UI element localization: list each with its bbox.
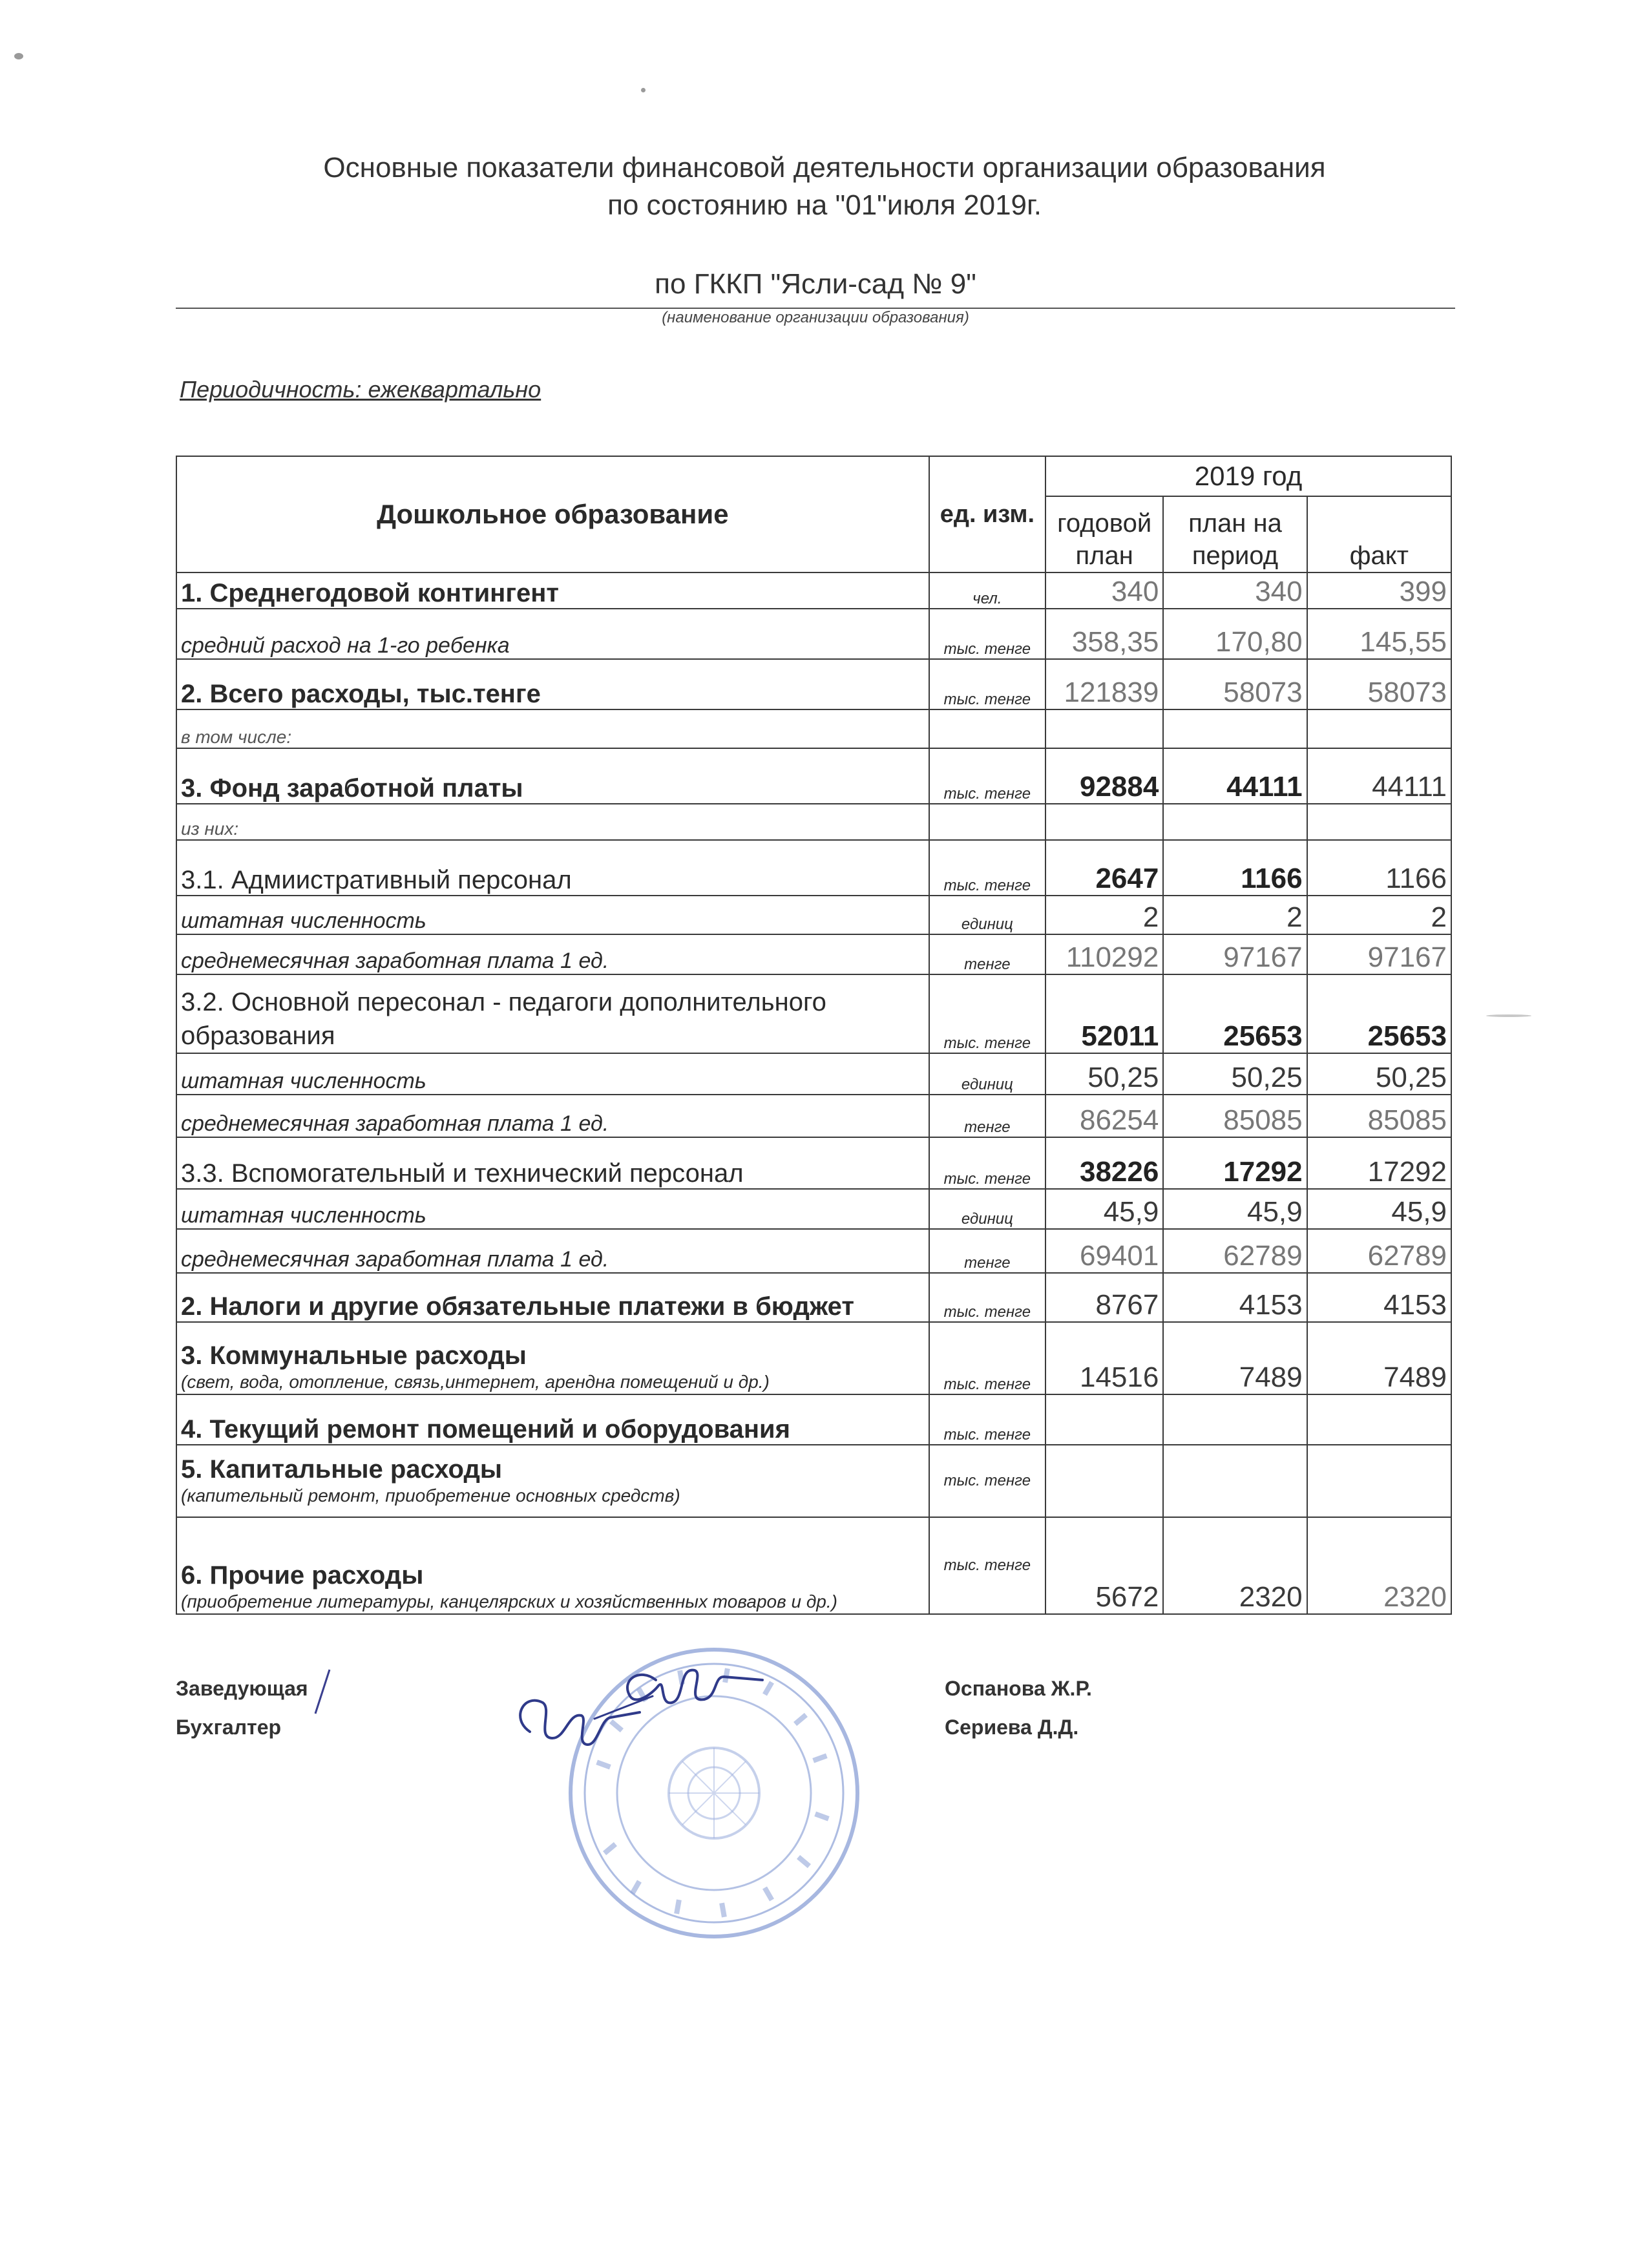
table-row [176,1517,1451,1614]
header-name: Дошкольное образование [176,456,929,572]
row-fact: 145,55 [1307,609,1451,659]
row-fact: 4153 [1307,1273,1451,1322]
row-unit: тыс. тенге [929,840,1045,896]
row-annual: 69401 [1045,1229,1163,1273]
row-fact: 399 [1307,572,1451,609]
row-note: (свет, вода, отопление, связь,интернет, арендна помещений и др.) [181,1372,770,1392]
row-fact [1307,804,1451,840]
row-unit: тенге [929,1229,1045,1273]
row-name: средний расход на 1-го ребенка [176,609,929,659]
accountant-role: Бухгалтер [176,1716,282,1739]
row-period: 1166 [1163,840,1307,896]
table-row [176,934,1451,974]
head-role: Заведующая [176,1677,308,1700]
row-period: 62789 [1163,1229,1307,1273]
row-fact: 58073 [1307,659,1451,709]
row-annual: 52011 [1045,974,1163,1053]
organization-caption: (наименование организации образования) [662,309,969,326]
row-unit: тыс. тенге [929,1445,1045,1517]
row-name: 1. Среднегодовой контингент [176,572,929,609]
row-name: в том числе: [176,709,929,748]
row-name: 2. Налоги и другие обязательные платежи в бюджет [176,1273,929,1322]
row-annual: 14516 [1045,1322,1163,1394]
row-name: 3.1. Адмиистративный персонал [176,840,929,896]
row-name: штатная численность [176,1189,929,1229]
table-row [176,804,1451,840]
row-fact: 45,9 [1307,1189,1451,1229]
row-annual: 121839 [1045,659,1163,709]
row-period: 97167 [1163,934,1307,974]
row-unit: единиц [929,896,1045,934]
table-row [176,1137,1451,1189]
table-row [176,840,1451,896]
handwritten-signature [491,1641,814,1770]
row-period [1163,709,1307,748]
table-row [176,974,1451,1053]
row-fact: 1166 [1307,840,1451,896]
row-unit: тыс. тенге [929,974,1045,1053]
row-name: 3.3. Вспомогательный и технический персонал [176,1137,929,1189]
row-unit: тыс. тенге [929,659,1045,709]
row-period: 4153 [1163,1273,1307,1322]
table-row [176,1189,1451,1229]
row-name-cell [176,1445,929,1517]
row-annual: 2647 [1045,840,1163,896]
row-fact: 2320 [1307,1517,1451,1614]
row-fact: 17292 [1307,1137,1451,1189]
row-period [1163,1394,1307,1445]
row-period: 50,25 [1163,1053,1307,1095]
row-annual [1045,804,1163,840]
row-unit: тенге [929,934,1045,974]
row-fact [1307,709,1451,748]
table-row [176,609,1451,659]
row-period: 7489 [1163,1322,1307,1394]
row-fact: 97167 [1307,934,1451,974]
row-annual: 358,35 [1045,609,1163,659]
financial-indicators-table [176,456,1452,1615]
row-annual: 86254 [1045,1095,1163,1137]
row-name: среднемесячная заработная плата 1 ед. [176,1229,929,1273]
table-row [176,1445,1451,1517]
row-name: 3. Фонд заработной платы [176,748,929,804]
row-fact: 44111 [1307,748,1451,804]
report-title-line2: по состоянию на "01"июля 2019г. [607,189,1042,221]
row-annual: 340 [1045,572,1163,609]
row-note: (капительный ремонт, приобретение основных средств) [181,1485,680,1506]
table-row [176,748,1451,804]
row-annual: 2 [1045,896,1163,934]
row-name: 3. Коммунальные расходы [181,1341,527,1370]
row-annual: 5672 [1045,1517,1163,1614]
table-row [176,896,1451,934]
row-period: 25653 [1163,974,1307,1053]
table-row [176,1229,1451,1273]
row-name: из них: [176,804,929,840]
row-fact: 7489 [1307,1322,1451,1394]
row-period: 58073 [1163,659,1307,709]
table-row [176,1053,1451,1095]
row-fact: 50,25 [1307,1053,1451,1095]
row-unit [929,709,1045,748]
row-annual [1045,1394,1163,1445]
row-unit: тыс. тенге [929,1394,1045,1445]
row-name-cell [176,1517,929,1614]
row-unit: единиц [929,1053,1045,1095]
row-fact: 2 [1307,896,1451,934]
row-unit: единиц [929,1189,1045,1229]
row-name: среднемесячная заработная плата 1 ед. [176,1095,929,1137]
accountant-name: Сериева Д.Д. [945,1716,1079,1739]
row-period: 2 [1163,896,1307,934]
row-unit: тыс. тенге [929,1273,1045,1322]
row-fact: 62789 [1307,1229,1451,1273]
row-name: 6. Прочие расходы [181,1561,424,1590]
table-row [176,709,1451,748]
periodicity: Периодичность: ежеквартально [180,376,541,403]
head-signature-mark [310,1667,336,1719]
row-name: 2. Всего расходы, тыс.тенге [176,659,929,709]
row-fact: 85085 [1307,1095,1451,1137]
row-period: 85085 [1163,1095,1307,1137]
row-period [1163,1445,1307,1517]
row-annual [1045,709,1163,748]
header-period-plan: план на период [1163,496,1307,572]
row-period: 44111 [1163,748,1307,804]
report-title-line1: Основные показатели финансовой деятельности организации образования [323,152,1326,184]
header-fact: факт [1307,496,1451,572]
row-unit: тыс. тенге [929,609,1045,659]
table-row [176,1273,1451,1322]
row-unit: тенге [929,1095,1045,1137]
row-annual: 45,9 [1045,1189,1163,1229]
row-unit: тыс. тенге [929,748,1045,804]
table-row [176,659,1451,709]
row-period: 170,80 [1163,609,1307,659]
row-name: штатная численность [176,1053,929,1095]
row-name: 5. Капитальные расходы [181,1454,502,1484]
header-year: 2019 год [1045,456,1451,496]
row-fact: 25653 [1307,974,1451,1053]
head-name: Оспанова Ж.Р. [945,1677,1092,1700]
header-annual-plan: годовой план [1045,496,1163,572]
table-row [176,1394,1451,1445]
row-name: штатная численность [176,896,929,934]
row-annual: 38226 [1045,1137,1163,1189]
scan-speck [14,53,23,59]
row-unit: чел. [929,572,1045,609]
row-name-cell [176,1322,929,1394]
row-unit: тыс. тенге [929,1517,1045,1614]
row-annual: 50,25 [1045,1053,1163,1095]
row-fact [1307,1394,1451,1445]
row-annual: 110292 [1045,934,1163,974]
scan-speck [641,88,646,92]
row-annual [1045,1445,1163,1517]
row-name: 3.2. Основной пересонал - педагоги дополнительного образования [176,974,929,1053]
table-row [176,1322,1451,1394]
row-name: 4. Текущий ремонт помещений и оборудования [176,1394,929,1445]
row-annual: 92884 [1045,748,1163,804]
row-unit: тыс. тенге [929,1137,1045,1189]
row-unit: тыс. тенге [929,1322,1045,1394]
row-period [1163,804,1307,840]
row-fact [1307,1445,1451,1517]
row-period: 17292 [1163,1137,1307,1189]
row-name: среднемесячная заработная плата 1 ед. [176,934,929,974]
organization-name: по ГККП "Ясли-сад № 9" [176,266,1455,309]
row-period: 45,9 [1163,1189,1307,1229]
row-period: 2320 [1163,1517,1307,1614]
row-unit [929,804,1045,840]
scan-speck [1486,1014,1531,1017]
row-annual: 8767 [1045,1273,1163,1322]
table-row [176,1095,1451,1137]
row-note: (приобретение литературы, канцелярских и хозяйственных товаров и др.) [181,1591,837,1612]
header-unit: ед. изм. [929,456,1045,572]
table-row [176,572,1451,609]
row-period: 340 [1163,572,1307,609]
